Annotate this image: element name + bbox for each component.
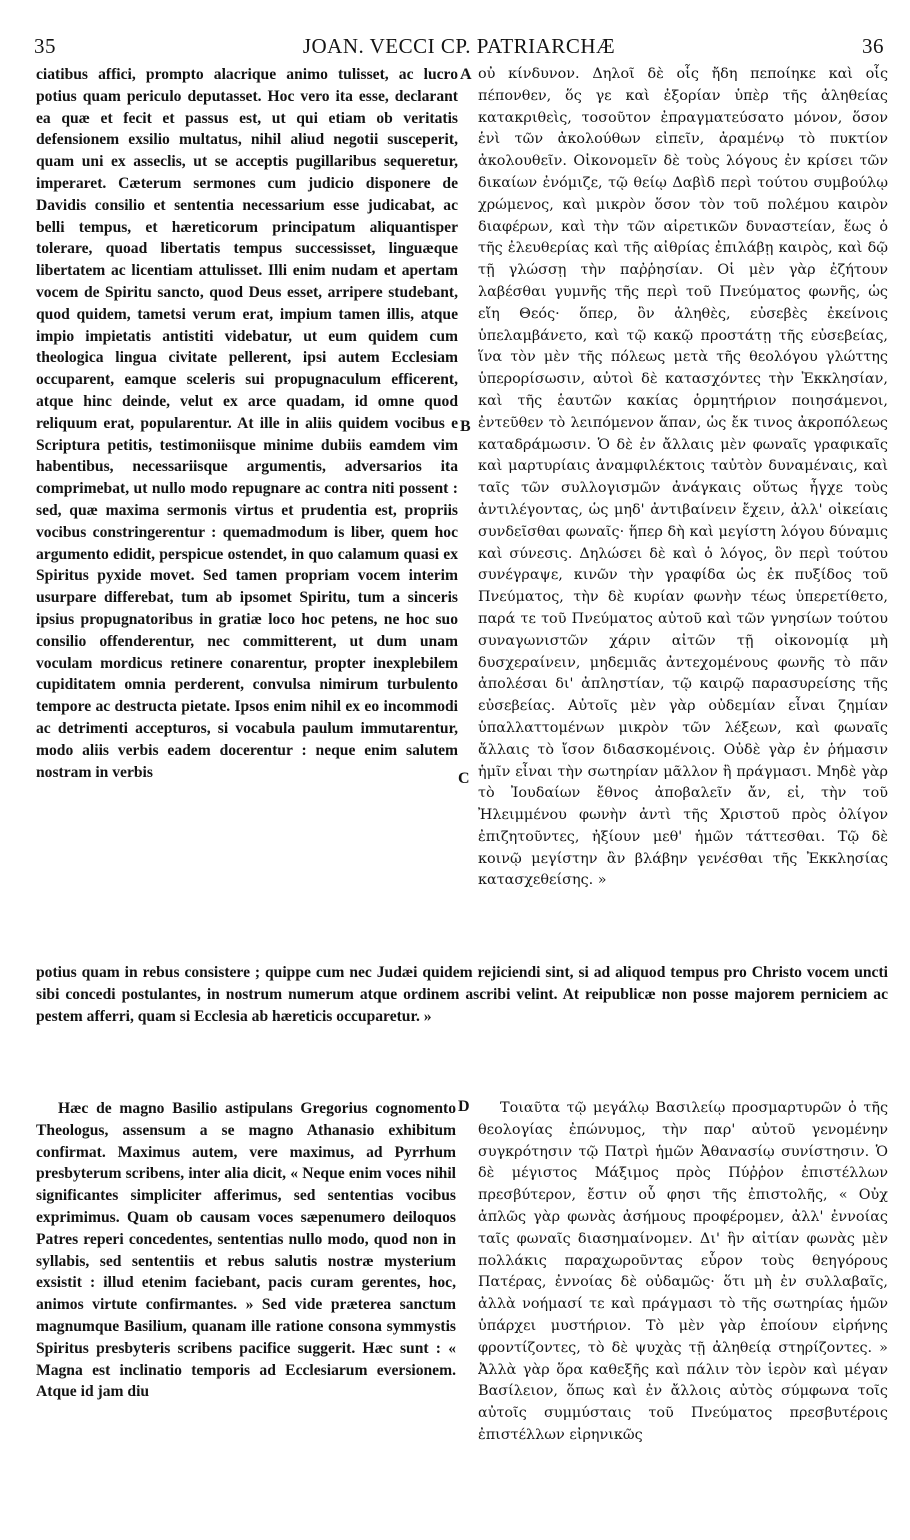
latin-column-bottom xyxy=(36,1098,456,1538)
latin-text-top: ciatibus affici, prompto alacrique animo tulisset, ac lucro potius quam periculo deputasset. Hoc vero ita esse, declarant ea quæ et fecit et passus est, ut qui etiam ob veritatis defensionem exsilio multatus, nihil aliud negotii susceperit, quam uni ex asseclis, ut se acceptis pugillaribus sequeretur, imperaret. Cæterum sermones cum judicio disponere de Davidis consilio et sententia necessarium esse judicabat, ac belli tempus, et hæreticorum principatum aliquantisper tolerare, quoad libertatis tempus successisset, linguæque libertatem ac licentiam attulisset. Illi enim nudam et apertam vocem de Spiritu sancto, quod Deus esset, arripere studebant, quod quidem, tametsi verum erat, impium tamen illis, atque impio impietatis antistiti videbatur, ut eum quidem cum theologica lingua civitate pellerent, ipsi autem Ecclesiam occuparent, eamque sceleris sui propugnaculum efficerent, atque hinc deinde, velut ex arce quadam, id omne quod reliquum erat, popularentur. At ille in aliis quidem vocibus e Scriptura petitis, testimoniisque minime dubiis eamdem vim habentibus, necessariisque argumentis, adversarios ita comprimebat, ut nullo modo repugnare ac contra niti possent : sed, quæ maxima sermonis virtus et prudentia est, propriis vocibus constringerentur : quemadmodum is liber, quem hoc argumento edidit, perspicue ostendet, in quo calamum quasi ex Spiritus pyxide movet. Sed tamen propriam vocem interim usurpare differebat, tum ab ipsomet Spiritu, tum a sinceris ipsius propugnatoribus in gratiæ loco hoc petens, ne hoc suo consilio offenderentur, nec committerent, ut dum unam voculam mordicus retinere conarentur, propter inexplebilem cupiditatem omnia perderent, convulsa nimirum turbulento tempore ac destructa pietate. Ipsos enim nihil ex eo incommodi ac detrimenti accepturos, si vocabula paulum immutarentur, modo aliis verbis eadem docerentur : neque enim salutem nostram in verbis xyxy=(36,66,458,781)
latin-full-width-text xyxy=(36,962,888,1072)
section-marker-c: C xyxy=(458,770,470,787)
page-number-right: 36 xyxy=(862,34,884,58)
page-header xyxy=(34,34,884,60)
latin-text-continuation: potius quam in rebus consistere ; quippe cum nec Judæi quidem rejiciendi sint, si ad aliquod tempus pro Christo vocem uncti sibi concedi postulantes, in nostrum numerum atque ordinem ascribi velint. At reipublicæ non posse majorem perniciem ac pestem afferri, quam si Ecclesia ab hæreticis occuparetur. » xyxy=(36,964,888,1025)
greek-text-top: οὐ κίνδυνον. Δηλοῖ δὲ οἷς ἤδη πεποίηκε καὶ οἷς πέπονθεν, ὅς γε καὶ ἐξορίαν ὑπὲρ τῆς ἀληθείας κατακριθεὶς, τοσοῦτον ἐπραγματεύσατο μόνον, ὅσον ἑνὶ τῶν ἀκολούθων εἰπεῖν, ἀραμένῳ τὸ πυκτίον ἀκολουθεῖν. Οἰκονομεῖν δὲ τοὺς λόγους ἐν κρίσει τῶν δικαίων ἐνόμιζε, τῷ θείῳ Δαβὶδ περὶ τούτου συμβούλῳ χρώμενος, καὶ μικρὸν ὅσον τὸν τοῦ πολέμου καιρὸν διαφέρων, καὶ τὴν τῶν αἱρετικῶν δυναστείαν, ἕως ὁ τῆς ἐλευθερίας καὶ τῆς αἰθρίας ἐπιλάβῃ καιρὸς, καὶ δῷ τῇ γλώσσῃ τὴν παῤῥησίαν. Οἱ μὲν γὰρ ἐζήτουν λαβέσθαι γυμνῆς τῆς περὶ τοῦ Πνεύματος φωνῆς, ὡς εἴη Θεός· ὅπερ, ὂν ἀληθὲς, εὐσεβὲς ἐκείνοις ὑπελαμβάνετο, καὶ τῷ κακῷ προστάτῃ τῆς εὐσεβείας, ἵνα τὸν μὲν τῆς πόλεως μετὰ τῆς θεολόγου γλώττης ὑπερορίσωσιν, αὐτοὶ δὲ κατασχόντες τὴν Ἐκκλησίαν, καὶ τῆς ἑαυτῶν κακίας ὁρμητήριον ποιησάμενοι, ἐντεῦθεν τὸ λειπόμενον ἅπαν, ὡς ἔκ τινος ἀκροπόλεως καταδράμωσιν. Ὁ δὲ ἐν ἄλλαις μὲν φωναῖς γραφικαῖς καὶ μαρτυρίαις ἀναμφιλέκτοις ταὐτὸν δυναμέναις, καὶ ταῖς τῶν συλλογισμῶν ἀνάγκαις οὕτως ἦγχε τοὺς ἀντιλέγοντας, ὡς μηδ' ἀντιβαίνειν ἔχειν, ἀλλ' οἰκείαις συνδεῖσθαι φωναῖς· ἥπερ δὴ καὶ μεγίστη λόγου δύναμις καὶ σύνεσις. Δηλώσει δὲ καὶ ὁ λόγος, ὃν περὶ τούτου συνέγραψε, κινῶν τὴν γραφίδα ὡς ἐκ πυξίδος τοῦ Πνεύματος, τὴν δὲ κυρίαν φωνὴν τέως ὑπερετίθετο, παρά τε τοῦ Πνεύματος αὐτοῦ καὶ τῶν γνησίων τούτου συναγωνιστῶν χάριν αἰτῶν τῇ οἰκονομίᾳ μὴ δυσχεραίνειν, μηδεμιᾶς ἀντεχομένους φωνῆς τὸ πᾶν ἀπολέσαι δι' ἀπληστίαν, τῷ καιρῷ παρασυρείσης τῆς εὐσεβείας. Αὐτοῖς μὲν γὰρ οὐδεμίαν εἶναι ζημίαν ὑπαλλαττομένων μικρὸν τῶν λέξεων, καὶ φωναῖς ἄλλαις τὸ ἴσον διδασκομένοις. Οὐδὲ γὰρ ἐν ῥήμασιν ἡμῖν εἶναι τὴν σωτηρίαν μᾶλλον ἢ πράγμασι. Μηδὲ γὰρ τὸ Ἰουδαίων ἔθνος ἀποβαλεῖν ἄν, εἰ, τὴν τοῦ Ἠλειμμένου φωνὴν ἀντὶ τῆς Χριστοῦ πρὸς ὀλίγον ἐπιζητοῦντες, ἠξίουν μεθ' ἡμῶν τάττεσθαι. Τῷ δὲ κοινῷ μεγίστην ἂν βλάβην γενέσθαι τῆς Ἐκκλησίας κατασχεθείσης. » xyxy=(478,66,888,889)
latin-column-top xyxy=(36,64,458,962)
section-marker-b: B xyxy=(460,418,471,435)
latin-text-bottom: Hæc de magno Basilio astipulans Gregorius cognomento Theologus, assensum a se magno Athanasio exhibitum confirmat. Maximus autem, vere maximus, ad Pyrrhum presbyterum scribens, inter alia dicit, « Neque enim voces nihil significantes simpliciter afferimus, sed sententias vocibus exprimimus. Quam ob causam voces sæpenumero deiloquos Patres reperi concedentes, sententias nullo modo, quod non in syllabis, sed sententiis et rebus salutis nostræ mysterium exsistit : illud etenim faciebant, pacis curam gerentes, hoc, animos virtute confirmantes. » Sed vide præterea sanctum magnumque Basilium, quanam ille ratione consona symmystis Spiritus presbyteris scribens pacifice suggerit. Hæc sunt : « Magna est inclinatio temporis ad Ecclesiarum eversionem. Atque id jam diu xyxy=(36,1100,456,1401)
greek-column-top xyxy=(478,64,888,986)
greek-column-bottom xyxy=(478,1098,888,1538)
page-number-left: 35 xyxy=(34,34,56,58)
section-marker-a: A xyxy=(460,66,472,83)
greek-text-bottom: Τοιαῦτα τῷ μεγάλῳ Βασιλείῳ προσμαρτυρῶν ὁ τῆς θεολογίας ἐπώνυμος, τὴν παρ' αὐτοῦ γενομένην συγκρότησιν τῷ Πατρὶ ἡμῶν Ἀθανασίῳ συνίστησιν. Ὁ δὲ μέγιστος Μάξιμος πρὸς Πύῤῥον ἐπιστέλλων πρεσβύτερον, ἔστιν οὗ φησι τῆς ἐπιστολῆς, « Οὐχ ἁπλῶς γὰρ φωνὰς ἀσήμους προφέρομεν, ἀλλ' ἐννοίας ταῖς φωναῖς διασημαίνομεν. Δι' ἣν αἰτίαν φωνὰς μὲν πολλάκις παραχωροῦντας εὗρον τοὺς θεηγόρους Πατέρας, ἐννοίας δὲ οὐδαμῶς· ὅτι μὴ ἐν συλλαβαῖς, ἀλλὰ νοήμασί τε καὶ πράγμασι τὸ τῆς σωτηρίας ἡμῶν ὑπάρχει μυστήριον. Τὸ μὲν γὰρ ἐποίουν εἰρήνης φροντίζοντες, τὸ δὲ ψυχὰς τῇ ἀληθείᾳ στηρίζοντες. » Ἀλλὰ γὰρ ὅρα καθεξῆς καὶ πάλιν τὸν ἱερὸν καὶ μέγαν Βασίλειον, ὅπως καὶ ἐν ἄλλοις αὐτὸς σύμφωνα τοῖς αὐτοῖς συμμύσταις τοῦ Πνεύματος πρεσβυτέροις ἐπιστέλλων εἰρηνικῶς xyxy=(478,1100,888,1443)
section-marker-d: D xyxy=(458,1098,470,1115)
running-title: JOAN. VECCI CP. PATRIARCHÆ xyxy=(302,34,616,58)
